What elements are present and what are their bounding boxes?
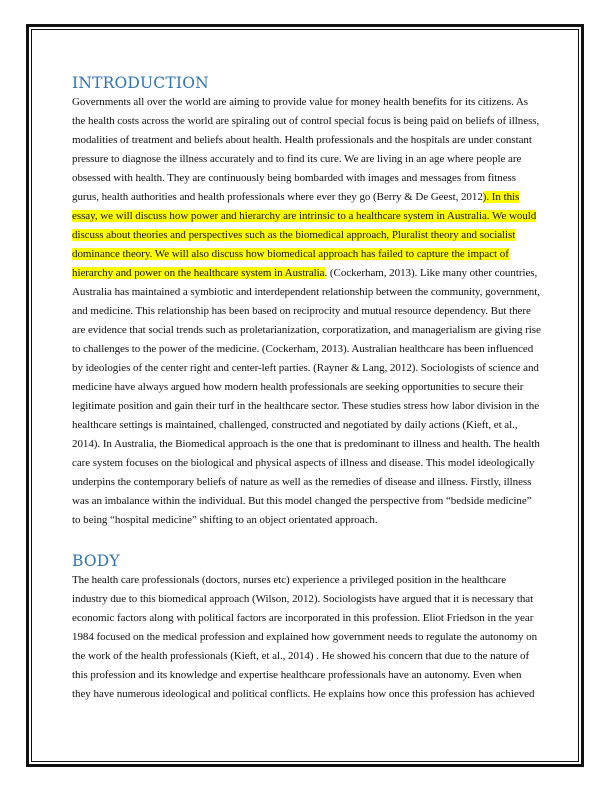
introduction-text-start: Governments all over the world are aiming to provide value for money health benefits for its citizens. As the health costs across the world are spiraling out of control special focus is being paid on beliefs of illness, modalities of treatment and beliefs about health. Health professionals and the hospitals are under constant pressure to diagnose the illness accurately and to find its cure. We are living in an age where people are obsessed with health. They are continuously being bombarded with images and messages from fitness gurus, health authorities and health professionals where ever they go (Berry & De Geest, 2012 (72, 96, 540, 203)
body-paragraph: The health care professionals (doctors, nurses etc) experience a privileged position in the healthcare industry due to this biomedical approach (Wilson, 2012). Sociologists have argued that it is necessary that economic factors along with political factors are incorporated in this profession. Eliot Friedson in the year 1984 focused on the medical profession and explained how government needs to regulate the autonomy on the work of the health professionals (Kieft, et al., 2014) . He showed his concern that due to the nature of this profession and its knowledge and expertise healthcare professionals have an autonomy. Even when they have numerous ideological and political conflicts. He explains how once this profession has achieved (72, 574, 538, 700)
document-body (72, 72, 542, 704)
highlighted-thesis-text: ). In this essay, we will discuss how power and hierarchy are intrinsic to a healthcare system in Australia. We would discuss about theories and perspectives such as the biomedical approach, Pluralist theory and socialist dominance theory. We will also discuss how biomedical approach has failed to capture the impact of hierarchy and power on the healthcare system in Australia (72, 191, 537, 279)
introduction-text-rest: . (Cockerham, 2013). Like many other countries, Australia has maintained a symbiotic and interdependent relationship between the community, government, and medicine. This relationship has been based on reciprocity and mutual resource dependency. But there are evidence that social trends such as proletarianization, corporatization, and managerialism are giving rise to challenges to the power of the medicine. (Cockerham, 2013). Australian healthcare has been influenced by ideologies of the center right and center-left parties. (Rayner & Lang, 2012). Sociologists of science and medicine have always argued how modern health professionals are seeking opportunities to secure their legitimate position and gain their turf in the healthcare sector. These studies stress how labor division in the healthcare settings is maintained, challenged, constructed and negotiated by daily actions (Kieft, et al., 2014). In Australia, the Biomedical approach is the one that is predominant to illness and health. The health care system focuses on the biological and physical aspects of illness and disease. This model ideologically underpins the contemporary beliefs of nature as well as the remedies of disease and illness. Firstly, illness was an imbalance within the individual. But this model changed the perspective from “bedside medicine” to being “hospital medicine” shifting to an object orientated approach. (72, 267, 541, 526)
introduction-paragraph (72, 93, 542, 530)
body-heading: BODY (72, 552, 120, 570)
introduction-heading: INTRODUCTION (72, 74, 209, 92)
